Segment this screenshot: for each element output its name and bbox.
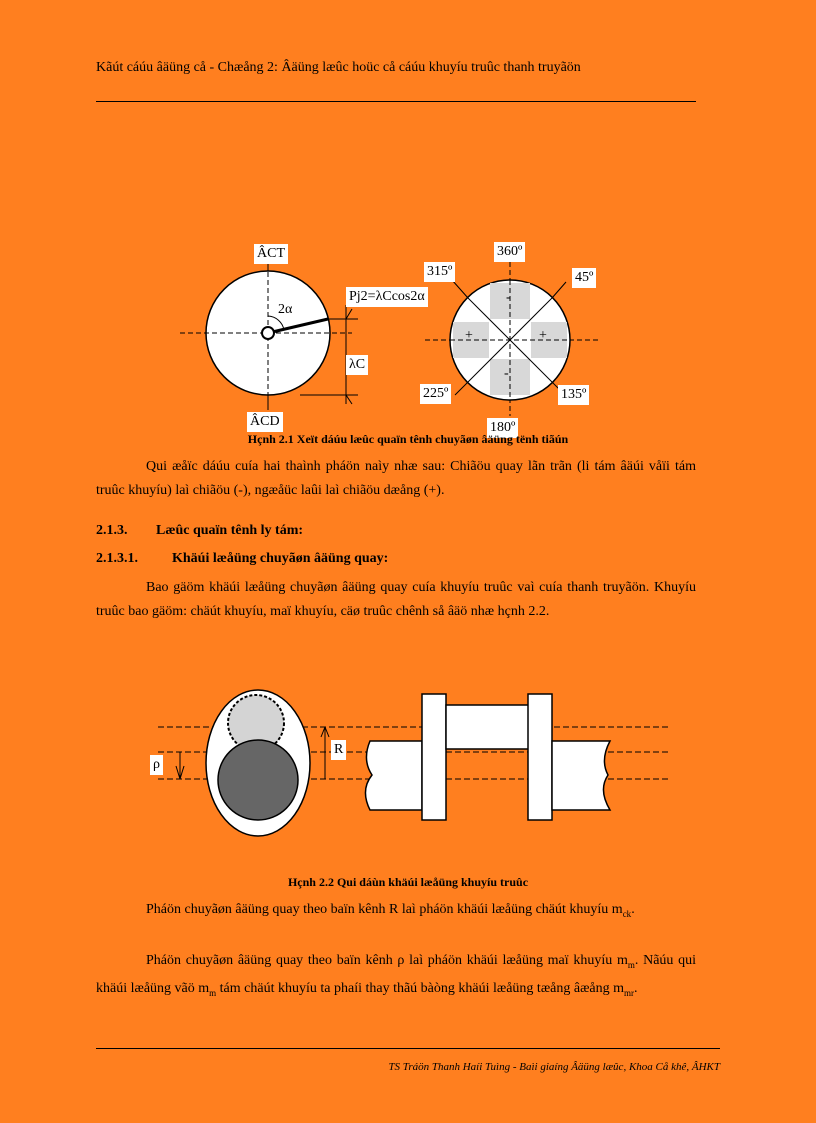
fig1-crank-center <box>262 327 274 339</box>
para3-text: Pháön chuyãøn âäüng quay theo baïn kênh R laì pháön khäúi læåüng chäút khuyíu m <box>146 902 623 917</box>
label-angle-45: 45º <box>572 268 596 288</box>
fig1-diag-ext-2 <box>552 282 566 298</box>
para4-sub2: m <box>209 987 217 998</box>
fig2-web-right <box>528 694 552 820</box>
fig2-shaft-left <box>365 741 422 810</box>
para4-end: . <box>634 980 638 996</box>
label-angle-180: 180º <box>487 418 518 438</box>
para3-end: . <box>631 902 635 917</box>
section-2-1-3-number: 2.1.3. <box>96 523 128 538</box>
fig2-r-arrow-a <box>321 727 325 737</box>
label-angle-360: 360º <box>494 242 525 262</box>
para4-part3: tám chäút khuyíu ta phaíi thay thãú bàòng khäúi læåüng tæång âæång m <box>216 980 625 996</box>
paragraph-sign-convention: Qui æåïc dáúu cuía hai thaình pháön naìy nhæ sau: Chiãöu quay lãn trãn (li tám âäúi våïi tám truûc khuyíu) laì chiãöu (-), ngæåüc laûi laì chiãöu dæång (+). <box>96 459 696 498</box>
sign-bottom: - <box>504 366 509 381</box>
fig2-journal-circle <box>218 740 298 820</box>
fig2-r-arrow-b <box>325 727 329 737</box>
footer-rule <box>96 1048 720 1049</box>
label-pj2: Pj2=λCcos2α <box>346 287 428 307</box>
label-r: R <box>331 740 346 760</box>
label-acd: ÂCD <box>247 412 283 432</box>
sign-left: + <box>465 328 473 343</box>
label-angle-135: 135º <box>558 385 589 405</box>
section-2-1-3-title: Læûc quaïn tênh ly tám: <box>156 523 304 538</box>
fig1-diag-ext-3 <box>455 382 468 395</box>
label-angle-315: 315º <box>424 262 455 282</box>
label-angle-225: 225º <box>420 384 451 404</box>
para4-sub1: m <box>627 959 635 970</box>
label-2alpha: 2α <box>278 302 293 317</box>
para3-sub: ck <box>622 908 632 919</box>
para4-sub3: mr <box>624 987 635 998</box>
fig2-rho-arrow-b <box>180 766 184 779</box>
paragraph-web-mass <box>96 949 696 1005</box>
label-lambda-c: λC <box>346 355 368 375</box>
fig1-dim-arrow-bottom <box>346 395 352 404</box>
paragraph-rotating-mass: Bao gäöm khäúi læåüng chuyãøn âäüng quay cuía khuyíu truûc vaì cuía thanh truyãön. Khuyíu truûc bao gäöm: chäút khuyíu, maï khuyíu, cäø truûc chênh så âäö nhæ hçnh 2.2. <box>96 580 696 619</box>
fig2-shaft-right <box>552 741 610 810</box>
fig1-diag-ext-1 <box>452 280 468 298</box>
label-rho: ρ <box>150 755 163 775</box>
fig2-crankpin-side <box>446 705 530 749</box>
section-2-1-3-1-title: Khäúi læåüng chuyãøn âäüng quay: <box>172 551 389 566</box>
paragraph-crankpin-mass <box>96 898 696 926</box>
para4-part1: Pháön chuyãøn âäüng quay theo baïn kênh ρ laì pháön khäúi læåüng maï khuyíu m <box>146 953 628 968</box>
figure-2-caption: Hçnh 2.2 Qui dáùn khäúi læåüng khuyíu truûc <box>287 875 529 889</box>
section-2-1-3-1-number: 2.1.3.1. <box>96 551 138 566</box>
sign-top: - <box>506 290 511 305</box>
page-header: Kãút cáúu âäüng cå - Chæång 2: Âäüng læûc hoüc cå cáúu khuyíu truûc thanh truyãön <box>96 60 581 75</box>
fig1-dim-arrow-top <box>346 309 352 319</box>
fig2-web-left <box>422 694 446 820</box>
para4-part2: . Nãúu qui khäúi læåüng vãö m <box>96 953 696 996</box>
page-footer: TS Tráön Thanh Haíi Tuìng - Baìi giaíng Âäüng læûc, Khoa Cå khê, ÂHKT <box>388 1061 720 1073</box>
figure-1-caption: Hçnh 2.1 Xeït dáúu læûc quaïn tênh chuyãøn âäüng tënh tiãún <box>247 432 569 446</box>
fig2-rho-arrow-a <box>176 766 180 779</box>
sign-right: + <box>539 328 547 343</box>
label-act: ÂCT <box>254 244 288 264</box>
